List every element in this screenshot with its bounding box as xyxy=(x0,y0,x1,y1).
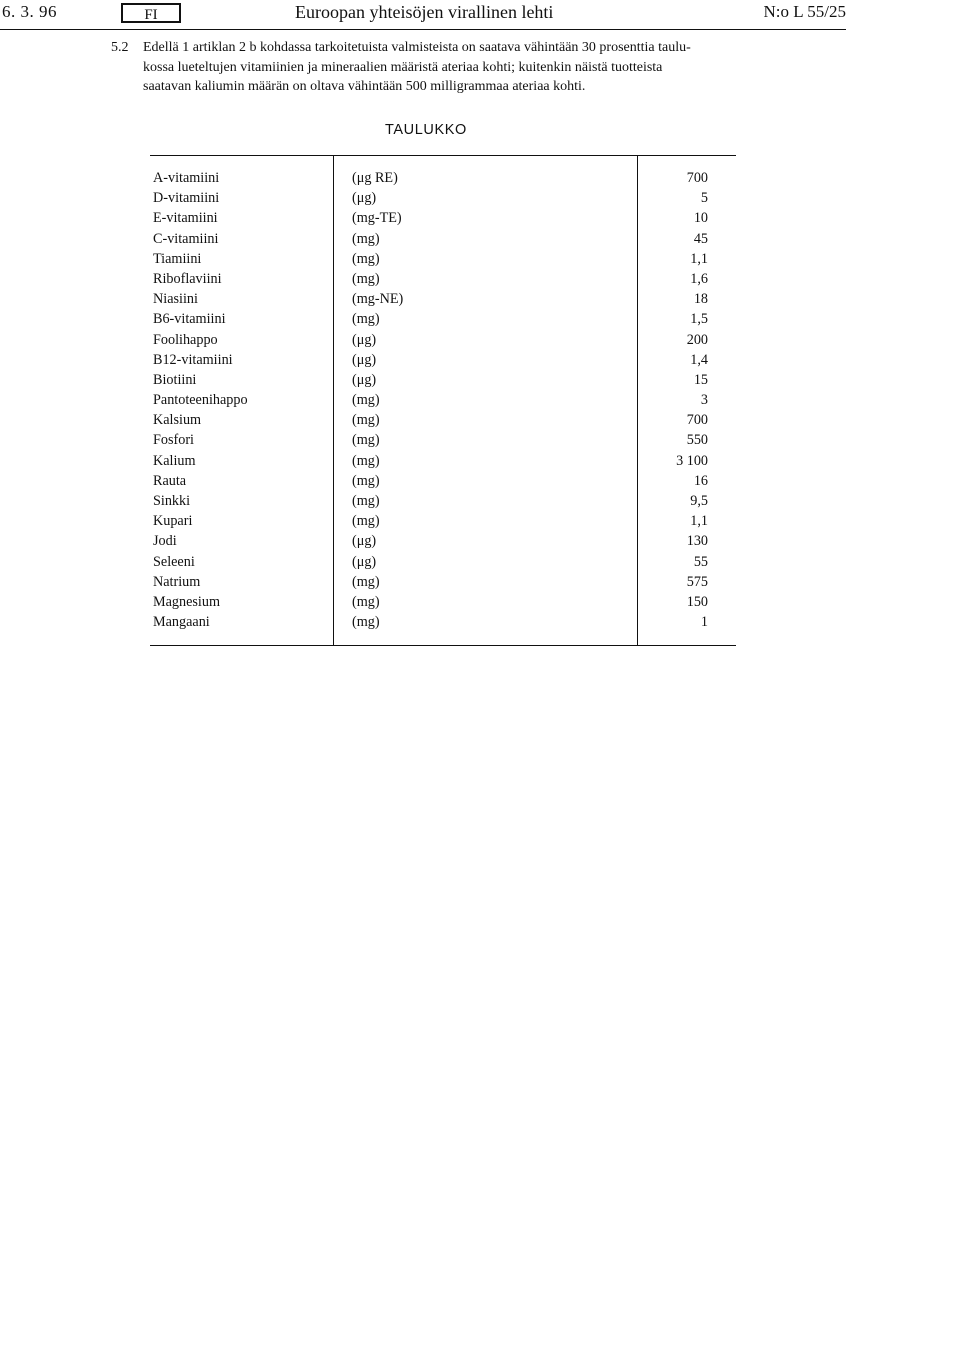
nutrient-unit: (μg) xyxy=(352,190,377,207)
table-row xyxy=(0,412,960,432)
nutrient-value: 1 xyxy=(700,614,708,631)
nutrient-unit: (μg) xyxy=(352,371,377,388)
language-code-box: FI xyxy=(121,3,181,23)
table-row xyxy=(0,352,960,372)
table-row xyxy=(0,554,960,574)
table-row xyxy=(0,251,960,271)
nutrient-value: 130 xyxy=(686,533,708,550)
table-row xyxy=(0,432,960,452)
nutrient-value: 150 xyxy=(686,593,708,610)
nutrient-unit: (mg) xyxy=(352,392,380,409)
nutrient-unit: (mg) xyxy=(352,472,380,489)
nutrient-value: 1,6 xyxy=(690,270,708,287)
nutrient-name: B12-vitamiini xyxy=(153,351,233,368)
table-title: TAULUKKO xyxy=(385,122,467,138)
table-row xyxy=(0,574,960,594)
issue-date: 6. 3. 96 xyxy=(2,2,57,21)
table-row xyxy=(0,533,960,553)
nutrient-unit: (mg) xyxy=(352,250,380,267)
nutrient-unit: (mg) xyxy=(352,270,380,287)
journal-title: Euroopan yhteisöjen virallinen lehti xyxy=(295,2,554,22)
nutrient-value: 575 xyxy=(686,573,708,590)
nutrient-name: Jodi xyxy=(153,533,177,550)
nutrient-unit: (mg) xyxy=(352,412,380,429)
table-row xyxy=(0,513,960,533)
paragraph-line xyxy=(111,38,746,58)
issue-reference: N:o L 55/25 xyxy=(763,2,846,21)
nutrient-name: Kalium xyxy=(153,452,196,469)
nutrient-unit: (μg) xyxy=(352,351,377,368)
nutrient-name: Rauta xyxy=(153,472,187,489)
nutrient-unit: (mg) xyxy=(352,573,380,590)
nutrient-name: Mangaani xyxy=(153,614,210,631)
paragraph-number: 5.2 xyxy=(111,40,129,55)
table-row xyxy=(0,291,960,311)
nutrient-unit: (μg) xyxy=(352,533,377,550)
nutrient-value: 1,4 xyxy=(690,351,708,368)
nutrient-name: C-vitamiini xyxy=(153,230,219,247)
nutrient-name: B6-vitamiini xyxy=(153,311,226,328)
table-row xyxy=(0,453,960,473)
nutrient-name: Magnesium xyxy=(153,593,220,610)
nutrient-unit: (mg) xyxy=(352,614,380,631)
nutrient-unit: (μg RE) xyxy=(352,170,398,186)
nutrient-unit: (mg) xyxy=(352,311,380,328)
nutrient-unit: (μg) xyxy=(352,331,377,348)
nutrient-value: 3 xyxy=(700,392,708,409)
paragraph-5-2 xyxy=(111,38,746,97)
nutrient-value: 15 xyxy=(693,371,708,388)
nutrient-unit: (mg) xyxy=(352,432,380,449)
nutrient-value: 1,5 xyxy=(690,311,708,328)
paragraph-line: saatavan kaliumin määrän on oltava vähintään 500 milligrammaa ateriaa kohti. xyxy=(143,79,586,94)
nutrient-name: Kalsium xyxy=(153,412,202,429)
nutrient-value: 5 xyxy=(700,190,708,207)
nutrient-name: E-vitamiini xyxy=(153,210,218,227)
nutrient-name: Natrium xyxy=(153,573,201,590)
nutrient-name: Foolihappo xyxy=(153,331,218,348)
nutrient-name: Niasiini xyxy=(153,291,198,308)
page-header xyxy=(0,0,960,30)
nutrient-value: 18 xyxy=(693,291,708,308)
table-row xyxy=(0,594,960,614)
nutrient-value: 550 xyxy=(686,432,708,449)
nutrient-value: 1,1 xyxy=(690,250,708,267)
nutrient-name: Seleeni xyxy=(153,553,195,570)
nutrient-value: 10 xyxy=(693,210,708,227)
table-top-rule xyxy=(150,155,736,156)
nutrient-name: Fosfori xyxy=(153,432,194,449)
nutrient-unit: (mg-TE) xyxy=(352,210,402,227)
nutrient-name: Biotiini xyxy=(153,371,197,388)
table-row xyxy=(0,190,960,210)
nutrient-unit: (mg) xyxy=(352,493,380,509)
nutrient-name: A-vitamiini xyxy=(153,170,220,186)
nutrient-value: 700 xyxy=(686,170,708,186)
table-row xyxy=(0,392,960,412)
table-row xyxy=(0,332,960,352)
nutrient-value: 9,5 xyxy=(690,493,708,509)
nutrient-value: 3 100 xyxy=(676,452,708,469)
nutrient-unit: (μg) xyxy=(352,553,377,570)
nutrient-name: Riboflaviini xyxy=(153,270,222,287)
nutrient-value: 200 xyxy=(686,331,708,348)
nutrient-table xyxy=(0,170,960,634)
table-row xyxy=(0,170,960,190)
header-rule xyxy=(0,29,846,30)
nutrient-name: D-vitamiini xyxy=(153,190,220,207)
nutrient-value: 700 xyxy=(686,412,708,429)
nutrient-value: 55 xyxy=(693,553,708,570)
nutrient-unit: (mg) xyxy=(352,452,380,469)
nutrient-name: Tiamiini xyxy=(153,250,202,267)
nutrient-unit: (mg) xyxy=(352,513,380,530)
nutrient-unit: (mg) xyxy=(352,593,380,610)
nutrient-value: 45 xyxy=(693,230,708,247)
nutrient-unit: (mg-NE) xyxy=(352,291,404,308)
table-row xyxy=(0,210,960,230)
nutrient-name: Kupari xyxy=(153,513,193,530)
table-row xyxy=(0,231,960,251)
nutrient-name: Sinkki xyxy=(153,493,191,509)
paragraph-line: kossa lueteltujen vitamiinien ja mineraalien määristä ateriaa kohti; kuitenkin näistä tuotteista xyxy=(143,59,663,75)
table-row xyxy=(0,271,960,291)
table-row xyxy=(0,493,960,513)
nutrient-name: Pantoteenihappo xyxy=(153,392,248,409)
table-row xyxy=(0,614,960,634)
table-row xyxy=(0,311,960,331)
table-bottom-rule xyxy=(150,645,736,646)
table-row xyxy=(0,372,960,392)
nutrient-unit: (mg) xyxy=(352,230,380,247)
paragraph-line-text: Edellä 1 artiklan 2 b kohdassa tarkoitetuista valmisteista on saatava vähintään 30 prosenttia taulu- xyxy=(143,40,691,55)
table-row xyxy=(0,473,960,493)
nutrient-value: 16 xyxy=(693,472,708,489)
nutrient-value: 1,1 xyxy=(690,513,708,530)
